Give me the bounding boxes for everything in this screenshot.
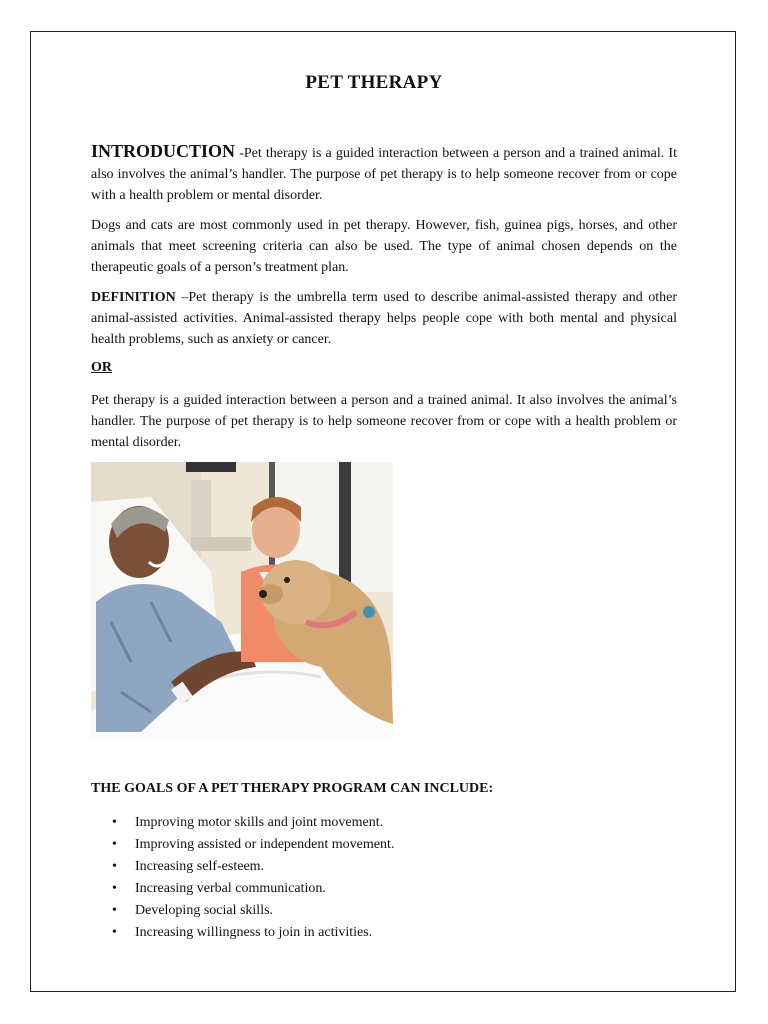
goal-text: Improving motor skills and joint movement.: [135, 815, 384, 830]
definition-text: –Pet therapy is the umbrella term used to describe animal-assisted therapy and other animal-assisted activities. Animal-assisted therapy helps people cope with both mental and physical health problems, such as anxiety or cancer.: [91, 290, 677, 347]
goal-text: Developing social skills.: [135, 903, 274, 918]
bullet-icon: •: [112, 903, 117, 918]
list-item: [91, 901, 394, 923]
list-item: [91, 857, 394, 879]
goal-text: Increasing willingness to join in activities.: [135, 925, 373, 940]
introduction-text: -Pet therapy is a guided interaction between a person and a trained animal. It also involves the animal’s handler. The purpose of pet therapy is to help someone recover from or cope with a health problem or mental disorder.: [91, 146, 677, 203]
list-item: [91, 835, 394, 857]
bullet-icon: •: [112, 881, 117, 896]
introduction-heading: INTRODUCTION: [91, 141, 236, 161]
bullet-icon: •: [112, 925, 117, 940]
pet-therapy-photo: [91, 462, 393, 739]
or-label: OR: [91, 360, 112, 375]
definition-heading: DEFINITION: [91, 290, 176, 305]
definition-paragraph: [91, 287, 677, 350]
page-title: PET THERAPY: [305, 72, 443, 93]
bullet-icon: •: [112, 815, 117, 830]
goal-text: Increasing self-esteem.: [135, 859, 265, 874]
bullet-icon: •: [112, 837, 117, 852]
goal-text: Improving assisted or independent movement.: [135, 837, 395, 852]
bullet-icon: •: [112, 859, 117, 874]
goal-text: Increasing verbal communication.: [135, 881, 326, 896]
animals-paragraph: Dogs and cats are most commonly used in pet therapy. However, fish, guinea pigs, horses, and other animals that meet screening criteria can also be used. The type of animal chosen depends on the therapeutic goals of a person’s treatment plan.: [91, 218, 677, 275]
goals-list: [91, 813, 394, 945]
list-item: [91, 879, 394, 901]
list-item: [91, 813, 394, 835]
or-paragraph: Pet therapy is a guided interaction between a person and a trained animal. It also involves the animal’s handler. The purpose of pet therapy is to help someone recover from or cope with a health problem or mental disorder.: [91, 393, 677, 450]
list-item: [91, 923, 394, 945]
introduction-paragraph: [91, 141, 677, 206]
goals-heading: THE GOALS OF A PET THERAPY PROGRAM CAN INCLUDE:: [91, 781, 494, 796]
